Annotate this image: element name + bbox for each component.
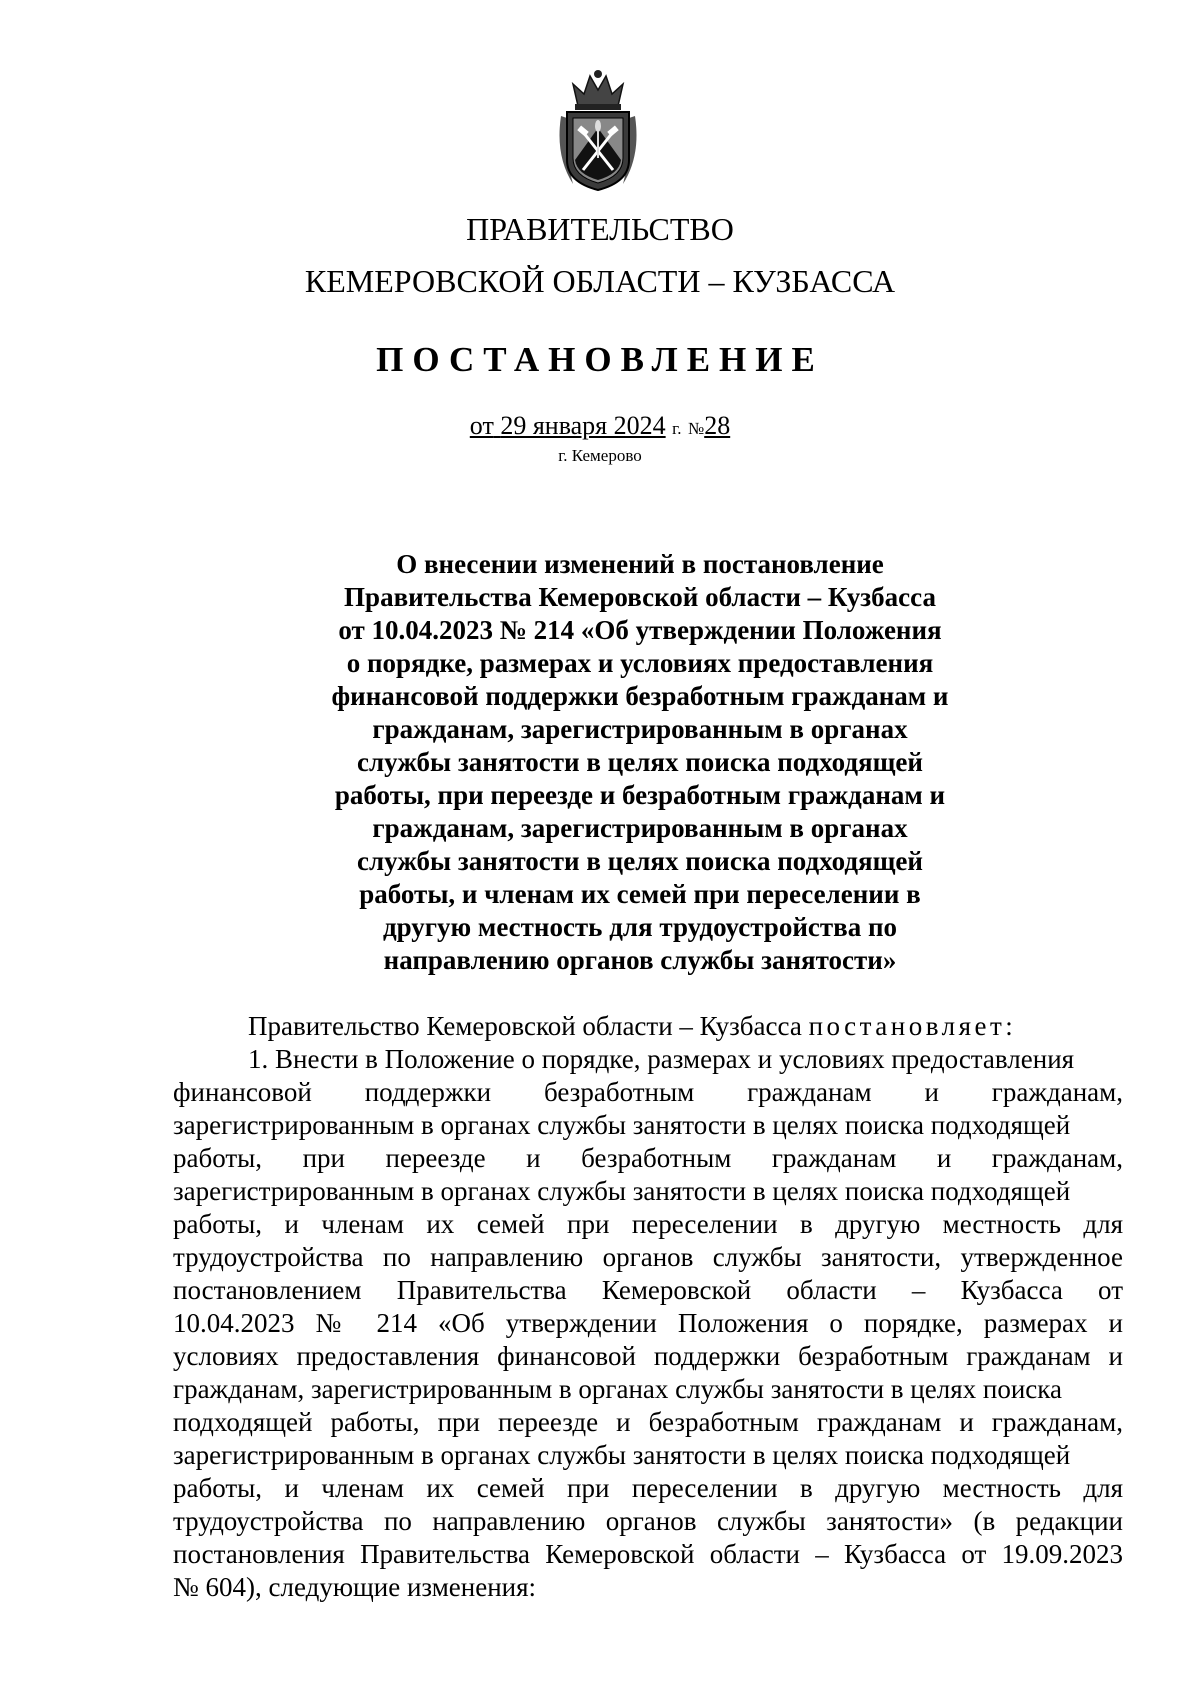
paragraph-line: 10.04.2023 № 214 «Об утверждении Положения о порядке, размерах и [173,1308,1123,1338]
title-line: другую местность для трудоустройства по [382,912,898,942]
year-suffix: г. [672,419,682,438]
paragraph-line: условиях предоставления финансовой поддержки безработным гражданам и [173,1341,1123,1371]
government-name-line-1: ПРАВИТЕЛЬСТВО [466,211,734,247]
document-type: ПОСТАНОВЛЕНИЕ [376,340,824,379]
title-line: финансовой поддержки безработным гражданам и [331,681,949,711]
paragraph-line: работы, при переезде и безработным гражданам и гражданам, [173,1143,1123,1173]
title-line: работы, при переезде и безработным гражданам и [334,780,946,810]
intro-paragraph [173,1010,1123,1043]
paragraph-line: зарегистрированным в органах службы занятости в целях поиска подходящей [173,1110,1071,1140]
government-name-line-2: КЕМЕРОВСКОЙ ОБЛАСТИ – КУЗБАССА [304,263,896,299]
paragraph-line: 1. Внести в Положение о порядке, размерах и условиях предоставления [248,1044,1075,1074]
paragraph-line: трудоустройства по направлению органов службы занятости» (в редакции [173,1506,1123,1536]
paragraph-line: гражданам, зарегистрированным в органах службы занятости в целях поиска [173,1374,1062,1404]
item-1-paragraph [173,1043,1123,1604]
document-date [470,411,666,440]
coat-of-arms-icon [553,66,643,194]
date-value: 29 января 2024 [500,411,666,440]
document-number: 28 [704,411,731,440]
title-line: Правительства Кемеровской области – Кузбасса [344,582,936,612]
title-line: службы занятости в целях поиска подходящей [357,747,923,777]
paragraph-line: постановления Правительства Кемеровской области – Кузбасса от 19.09.2023 [173,1539,1123,1569]
title-line: от 10.04.2023 № 214 «Об утверждении Положения [338,615,942,645]
intro-keyword: постановляет: [808,1011,1017,1041]
paragraph-line: трудоустройства по направлению органов службы занятости, утвержденное [173,1242,1123,1272]
paragraph-line: зарегистрированным в органах службы занятости в целях поиска подходящей [173,1176,1071,1206]
paragraph-line: работы, и членам их семей при переселении в другую местность для [173,1473,1123,1503]
title-line: гражданам, зарегистрированным в органах [372,714,908,744]
paragraph-line: работы, и членам их семей при переселении в другую местность для [173,1209,1123,1239]
title-line: гражданам, зарегистрированным в органах [372,813,908,843]
number-sign: № [687,419,705,438]
paragraph-line: финансовой поддержки безработным гражданам и гражданам, [173,1077,1123,1107]
paragraph-line: подходящей работы, при переезде и безработным гражданам и гражданам, [173,1407,1123,1437]
intro-text: Правительство Кемеровской области – Кузбасса [248,1011,809,1041]
city: г. Кемерово [558,446,642,465]
title-line: о порядке, размерах и условиях предоставления [346,648,934,678]
title-line: работы, и членам их семей при переселении в [359,879,921,909]
paragraph-line: зарегистрированным в органах службы занятости в целях поиска подходящей [173,1440,1071,1470]
title-line: О внесении изменений в постановление [396,549,884,579]
title-line: направлению органов службы занятости» [383,945,897,975]
document-title [300,548,980,977]
paragraph-line: № 604), следующие изменения: [173,1572,537,1602]
title-line: службы занятости в целях поиска подходящей [357,846,923,876]
date-prefix: от [469,411,494,440]
paragraph-line: постановлением Правительства Кемеровской области – Кузбасса от [173,1275,1123,1305]
date-line [0,413,1200,439]
